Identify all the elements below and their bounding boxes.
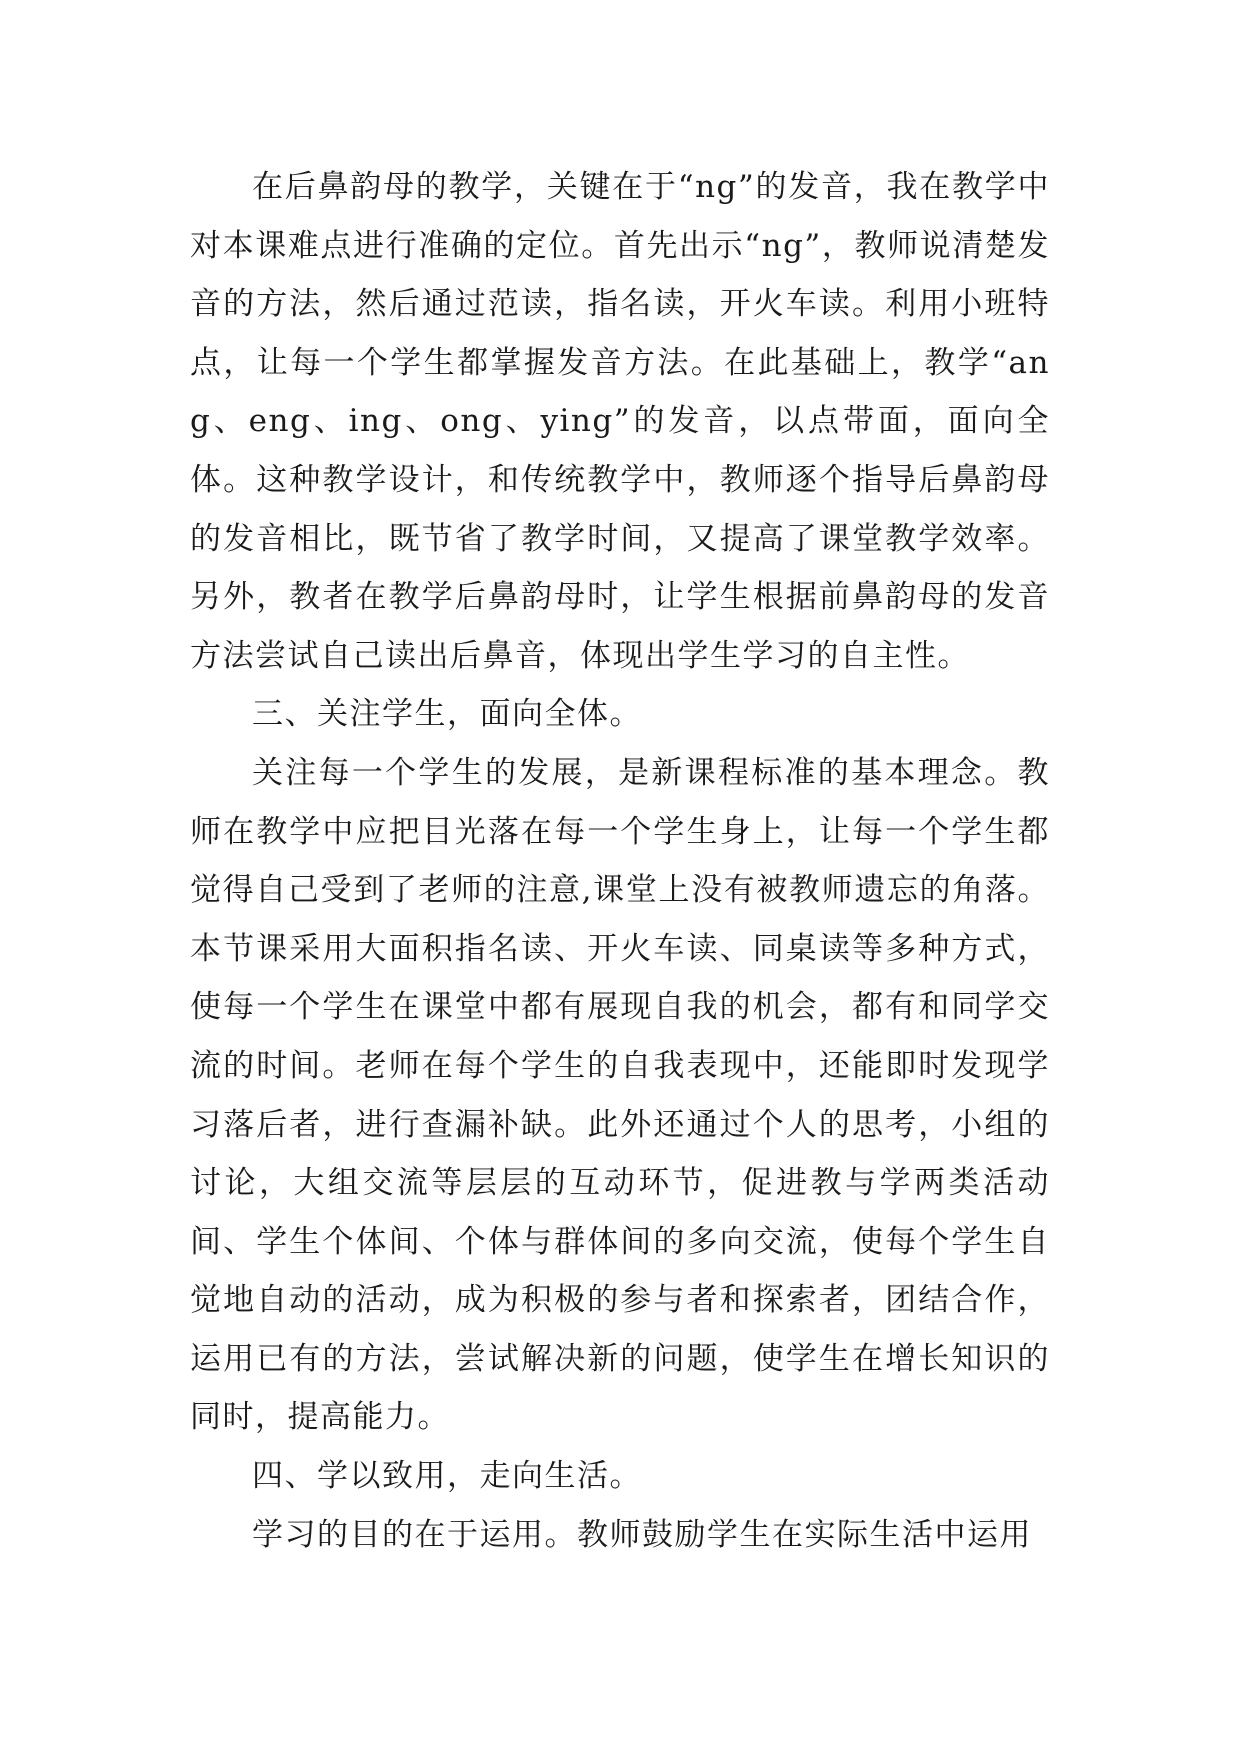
section-heading-apply-learning: 四、学以致用，走向生活。 <box>252 1458 642 1495</box>
section-heading-focus-on-students: 三、关注学生，面向全体。 <box>252 696 642 733</box>
paragraph-student-development: 关注每一个学生的发展，是新课程标准的基本理念。教师在教学中应把目光落在每一个学生身上，让每一个学生都觉得自己受到了老师的注意,课堂上没有被教师遗忘的角落。本节课采用大面积指名读、开火车读、同桌读等多种方式，使每一个学生在课堂中都有展现自我的机会，都有和同学交流的时间。老师在每个学生的自我表现中，还能即时发现学习落后者，进行查漏补缺。此外还通过个人的思考，小组的讨论，大组交流等层层的互动环节，促进教与学两类活动间、学生个体间、个体与群体间的多向交流，使每个学生自觉地自动的活动，成为积极的参与者和探索者，团结合作，运用已有的方法，尝试解决新的问题，使学生在增长知识的同时，提高能力。 <box>190 754 1050 1436</box>
paragraph-learning-purpose: 学习的目的在于运用。教师鼓励学生在实际生活中运用 <box>252 1516 1032 1553</box>
document-body <box>190 158 1050 1564</box>
paragraph-back-nasal-teaching: 在后鼻韵母的教学，关键在于“ng”的发音，我在教学中对本课难点进行准确的定位。首先出示“ng”，教师说清楚发音的方法，然后通过范读，指名读，开火车读。利用小班特点，让每一个学生都掌握发音方法。在此基础上，教学“ang、eng、ing、ong、ying”的发音，以点带面，面向全体。这种教学设计，和传统教学中，教师逐个指导后鼻韵母的发音相比，既节省了教学时间，又提高了课堂教学效率。另外，教者在教学后鼻韵母时，让学生根据前鼻韵母的发音方法尝试自己读出后鼻音，体现出学生学习的自主性。 <box>190 169 1050 674</box>
